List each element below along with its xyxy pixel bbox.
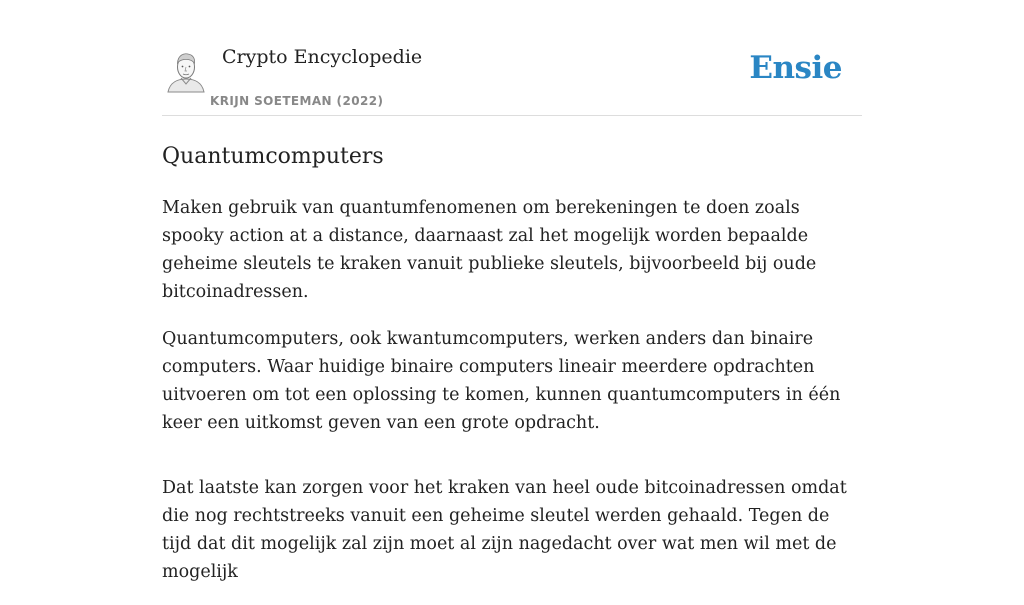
entry-title: Quantumcomputers	[162, 144, 384, 169]
entry-body	[162, 194, 862, 586]
entry-header	[162, 0, 862, 116]
encyclopedia-title[interactable]: Crypto Encyclopedie	[222, 46, 423, 68]
entry-paragraph-1: Maken gebruik van quantumfenomenen om berekeningen te doen zoals spooky action at a distance, daarnaast zal het mogelijk worden bepaalde geheime sleutels te kraken vanuit publieke sleutels, bijvoorbeeld bij oude bitcoinadressen.	[162, 198, 817, 302]
ensie-logo[interactable]: Ensie	[749, 50, 842, 86]
entry-paragraph-2: Quantumcomputers, ook kwantumcomputers, werken anders dan binaire computers. Waar huidige binaire computers lineair meerdere opdrachten uitvoeren om tot een oplossing te komen, kunnen quantumcomputers in één keer een uitkomst geven van een grote opdracht.	[162, 329, 841, 433]
entry-paragraph-3: Dat laatste kan zorgen voor het kraken van heel oude bitcoinadressen omdat die nog rechtstreeks vanuit een geheime sleutel werden gehaald. Tegen de tijd dat dit mogelijk zal zijn moet al zijn nagedacht over wat men wil met de mogelijk	[162, 478, 847, 582]
author-avatar[interactable]	[164, 48, 208, 92]
page-container	[162, 0, 862, 605]
author-credit[interactable]: KRIJN SOETEMAN (2022)	[210, 94, 384, 108]
